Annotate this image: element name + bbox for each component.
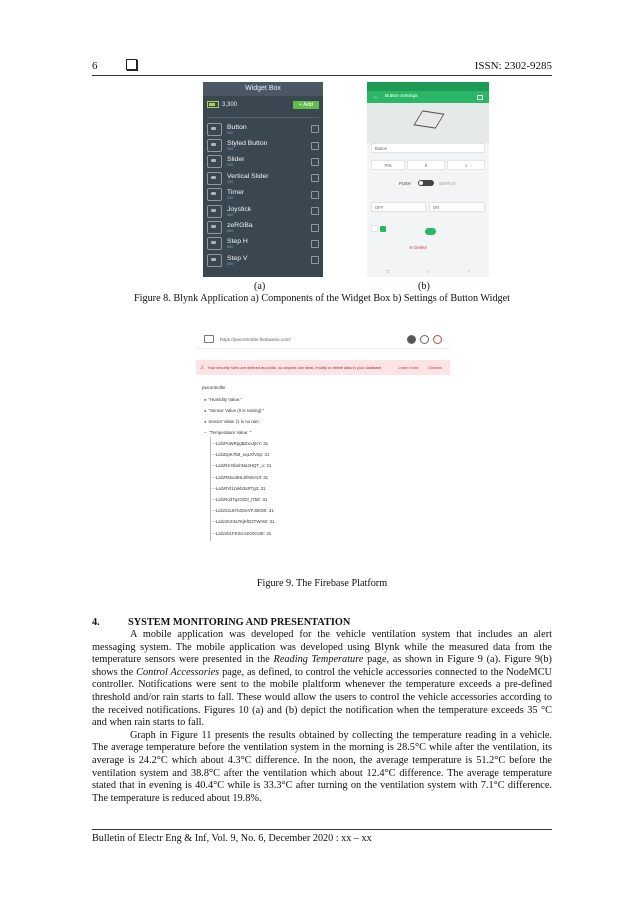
mode-toggle (418, 180, 434, 186)
widget-name-field: Button (371, 143, 485, 153)
lock-icon (204, 335, 214, 343)
label-b: (b) (418, 281, 430, 292)
energy-balance (207, 101, 237, 108)
p1-emphasis-2: Control Accessories (136, 666, 220, 678)
learn-more-link: Learn more (398, 365, 419, 370)
tree-node: ● Sensor Value (1 is no rain: (204, 419, 260, 424)
widget-name: Slider (227, 156, 245, 164)
temperature-entry: — -Lal1RMxo5HLbfNKHUl: 31 (210, 475, 268, 480)
temperature-entry: — -Lal1PuWRpgBZxoJjKY: 31 (210, 441, 268, 446)
figure8-caption: Figure 8. Blynk Application a) Components of the Widget Box b) Settings of Button Widget (134, 293, 510, 304)
energy-bar (207, 99, 319, 110)
pin-max-field: 1 (447, 160, 485, 170)
figure9-caption: Figure 9. The Firebase Platform (256, 578, 388, 589)
widget-icon (207, 221, 222, 234)
widget-text (227, 189, 311, 200)
p1-text-c: page, as defined, to control the vehicle accessories connected to the NodeMCU controller. Notifications were sent to the mobile plaltform whenever the temperature exceeds a pre-defined threshold and/or rain starts to fall. These would allow the users to control the vehicle accessories according to the received notifications. Figures 10 (a) and (b) depict the notification when the temperature exceeds 35 °C and when rain starts to fall. (92, 666, 552, 729)
led-preview (425, 228, 436, 235)
widget-box-screenshot (203, 82, 323, 277)
widget-item (203, 203, 323, 219)
info-icon (311, 125, 319, 133)
widget-name: Styled Button (227, 140, 268, 148)
widget-icon (207, 123, 222, 136)
button-preview-icon (413, 110, 444, 128)
add-energy-button: + Add (293, 101, 319, 109)
energy-value: 3,300 (222, 101, 238, 108)
security-warning-banner (196, 360, 450, 375)
section-title: SYSTEM MONITORING AND PRESENTATION (128, 617, 351, 628)
battery-icon (207, 101, 219, 108)
temperature-entry: — -Lal1S2L8Yk3OeVFJ3KS0: 31 (210, 508, 274, 513)
widget-item (203, 252, 323, 268)
widget-price: 200 (227, 196, 234, 201)
widget-name: Step V (227, 254, 248, 262)
widget-icon (207, 254, 222, 267)
delete-label: Delete (414, 245, 428, 250)
widget-list (203, 121, 323, 269)
widget-item (203, 170, 323, 186)
mode-push-label: PUSH (399, 181, 411, 186)
widget-item (203, 154, 323, 170)
paragraph-1 (92, 629, 552, 730)
widget-text (227, 255, 311, 266)
button-settings-title: ← Button Settings (367, 91, 489, 103)
widget-price: 200 (227, 130, 234, 135)
dismiss-link: Dismiss (428, 365, 442, 370)
p1-emphasis-1: Reading Temperature (273, 654, 364, 666)
tree-node: ● "Humidity Value:" (204, 397, 242, 402)
color-box-1 (371, 225, 378, 232)
info-icon (311, 207, 319, 215)
temperature-entry: — -Lal1RVl1znkb3sRTg3: 31 (210, 486, 265, 491)
checkbox-glyph-icon (126, 59, 137, 70)
temperature-entry: — -Lal1Ro3TqzOrDl_t7bE: 31 (210, 497, 267, 502)
widget-text (227, 206, 311, 217)
info-icon (311, 224, 319, 232)
info-icon (311, 142, 319, 150)
info-icon (311, 158, 319, 166)
widget-name: Button (227, 123, 247, 131)
home-icon: ○ (427, 269, 431, 275)
color-swatch (380, 226, 386, 232)
back-icon: ‹ (468, 269, 470, 275)
browser-url-bar (196, 330, 450, 349)
widget-name: Step H (227, 238, 248, 246)
toolbar-icons (407, 335, 442, 344)
widget-price: 300 (227, 147, 234, 152)
mode-switch-label: SWITCH (439, 181, 456, 186)
widget-name: Timer (227, 189, 245, 197)
widget-price: 400 (227, 212, 234, 217)
widget-text (227, 173, 311, 184)
footer-text: Bulletin of Electr Eng & Inf, Vol. 9, No. 6, December 2020 : xx – xx (92, 833, 372, 844)
widget-icon (207, 139, 222, 152)
tree-root: pwcontroller (202, 385, 226, 390)
widget-name: Vertical Slider (227, 172, 269, 180)
p1-text-b: page, as shown in Figure 9 (a). Figure 9(b) shows the (92, 654, 552, 678)
label-a: (a) (254, 281, 266, 292)
widget-price: 200 (227, 163, 234, 168)
paragraph-2: Graph in Figure 11 presents the results obtained by collecting the temperature reading in a vehicle. The average temperature before the ventilation system in the morning is 28.5°C while after the ventilation, its average is 24.2°C which about 4.3°C difference. In the noon, the average temperature is 51.2°C before the ventilation system and 38.8°C after the ventilation which about 12.4°C difference. The average temperature stated that in evening is 40.4°C while is 33.3°C after turning on the ventilation system with 7.1°C difference. The temperature is reduced about 19.8%. (92, 729, 552, 804)
widget-icon (207, 155, 222, 168)
section-number: 4. (92, 617, 100, 628)
widget-icon (207, 205, 222, 218)
tree-node: ● "Sensor Value (0 is raining):" (204, 408, 264, 413)
widget-price: 500 (227, 261, 234, 266)
widget-text (227, 238, 311, 249)
widget-item (203, 219, 323, 235)
body-text (92, 629, 552, 805)
menu-icon (433, 335, 442, 344)
widget-text (227, 156, 311, 167)
help-icon (420, 335, 429, 344)
button-settings-screenshot (367, 82, 489, 277)
on-label-field: ON (429, 202, 485, 212)
widget-icon (207, 172, 222, 185)
widget-icon (207, 188, 222, 201)
button-preview (367, 103, 489, 143)
widget-item (203, 236, 323, 252)
url-text: https://pwcontroller.firebaseio.com/ (220, 336, 291, 342)
section-heading (92, 617, 350, 628)
info-icon (311, 256, 319, 264)
widget-box-title: Widget Box (203, 82, 323, 96)
pin-value-field: 0 (407, 160, 445, 170)
widget-text (227, 222, 311, 233)
widget-box-divider (207, 112, 319, 118)
widget-icon (207, 237, 222, 250)
temperature-entry: — -Lal1SKZ4a7KjKfD2TWnW: 31 (210, 519, 274, 524)
status-bar (367, 82, 489, 91)
widget-price: 400 (227, 229, 234, 234)
widget-name: Joystick (227, 205, 252, 213)
widget-item (203, 187, 323, 203)
android-nav-bar (367, 267, 489, 277)
header-rule (92, 75, 552, 76)
widget-price: 500 (227, 245, 234, 250)
widget-price: 200 (227, 179, 234, 184)
warning-text: Your security rules are defined as public, so anyone can steal, modify or delete data in your database (207, 365, 382, 370)
user-icon (407, 335, 416, 344)
widget-name: zeRGBa (227, 222, 253, 230)
temperature-entry: — -Lal1R2-NbnhNa2HQT_o: 31 (210, 463, 271, 468)
widget-text (227, 140, 311, 151)
off-label-field: OFF (371, 202, 426, 212)
info-icon (311, 174, 319, 182)
temperature-entry: — -Lal1Sb1FK0cm1KzKGIE: 31 (210, 531, 271, 536)
recent-apps-icon: □ (386, 269, 390, 275)
issn: ISSN: 2302-9285 (474, 60, 552, 72)
temperature-entry: — -Lal1DpK7kB_eqLXfV2p: 31 (210, 452, 269, 457)
delete-button: ⊖ Delete (409, 245, 428, 250)
firebase-screenshot (196, 330, 450, 572)
p1-text-a: A mobile application was developed for the vehicle ventilation system that includes an alert messaging system. The mobile application was developed using Blynk while the measured data from the temperature sensors were presented in the (92, 629, 552, 666)
tree-node: − "Temperature Value: " (204, 430, 251, 436)
widget-text (227, 124, 311, 135)
warning-icon: ⚠ (200, 364, 205, 371)
page-number: 6 (92, 60, 98, 72)
footer-rule (92, 829, 552, 830)
widget-item (203, 121, 323, 137)
pin-field: PIN (371, 160, 405, 170)
info-icon (311, 240, 319, 248)
widget-item (203, 137, 323, 153)
info-icon (311, 191, 319, 199)
